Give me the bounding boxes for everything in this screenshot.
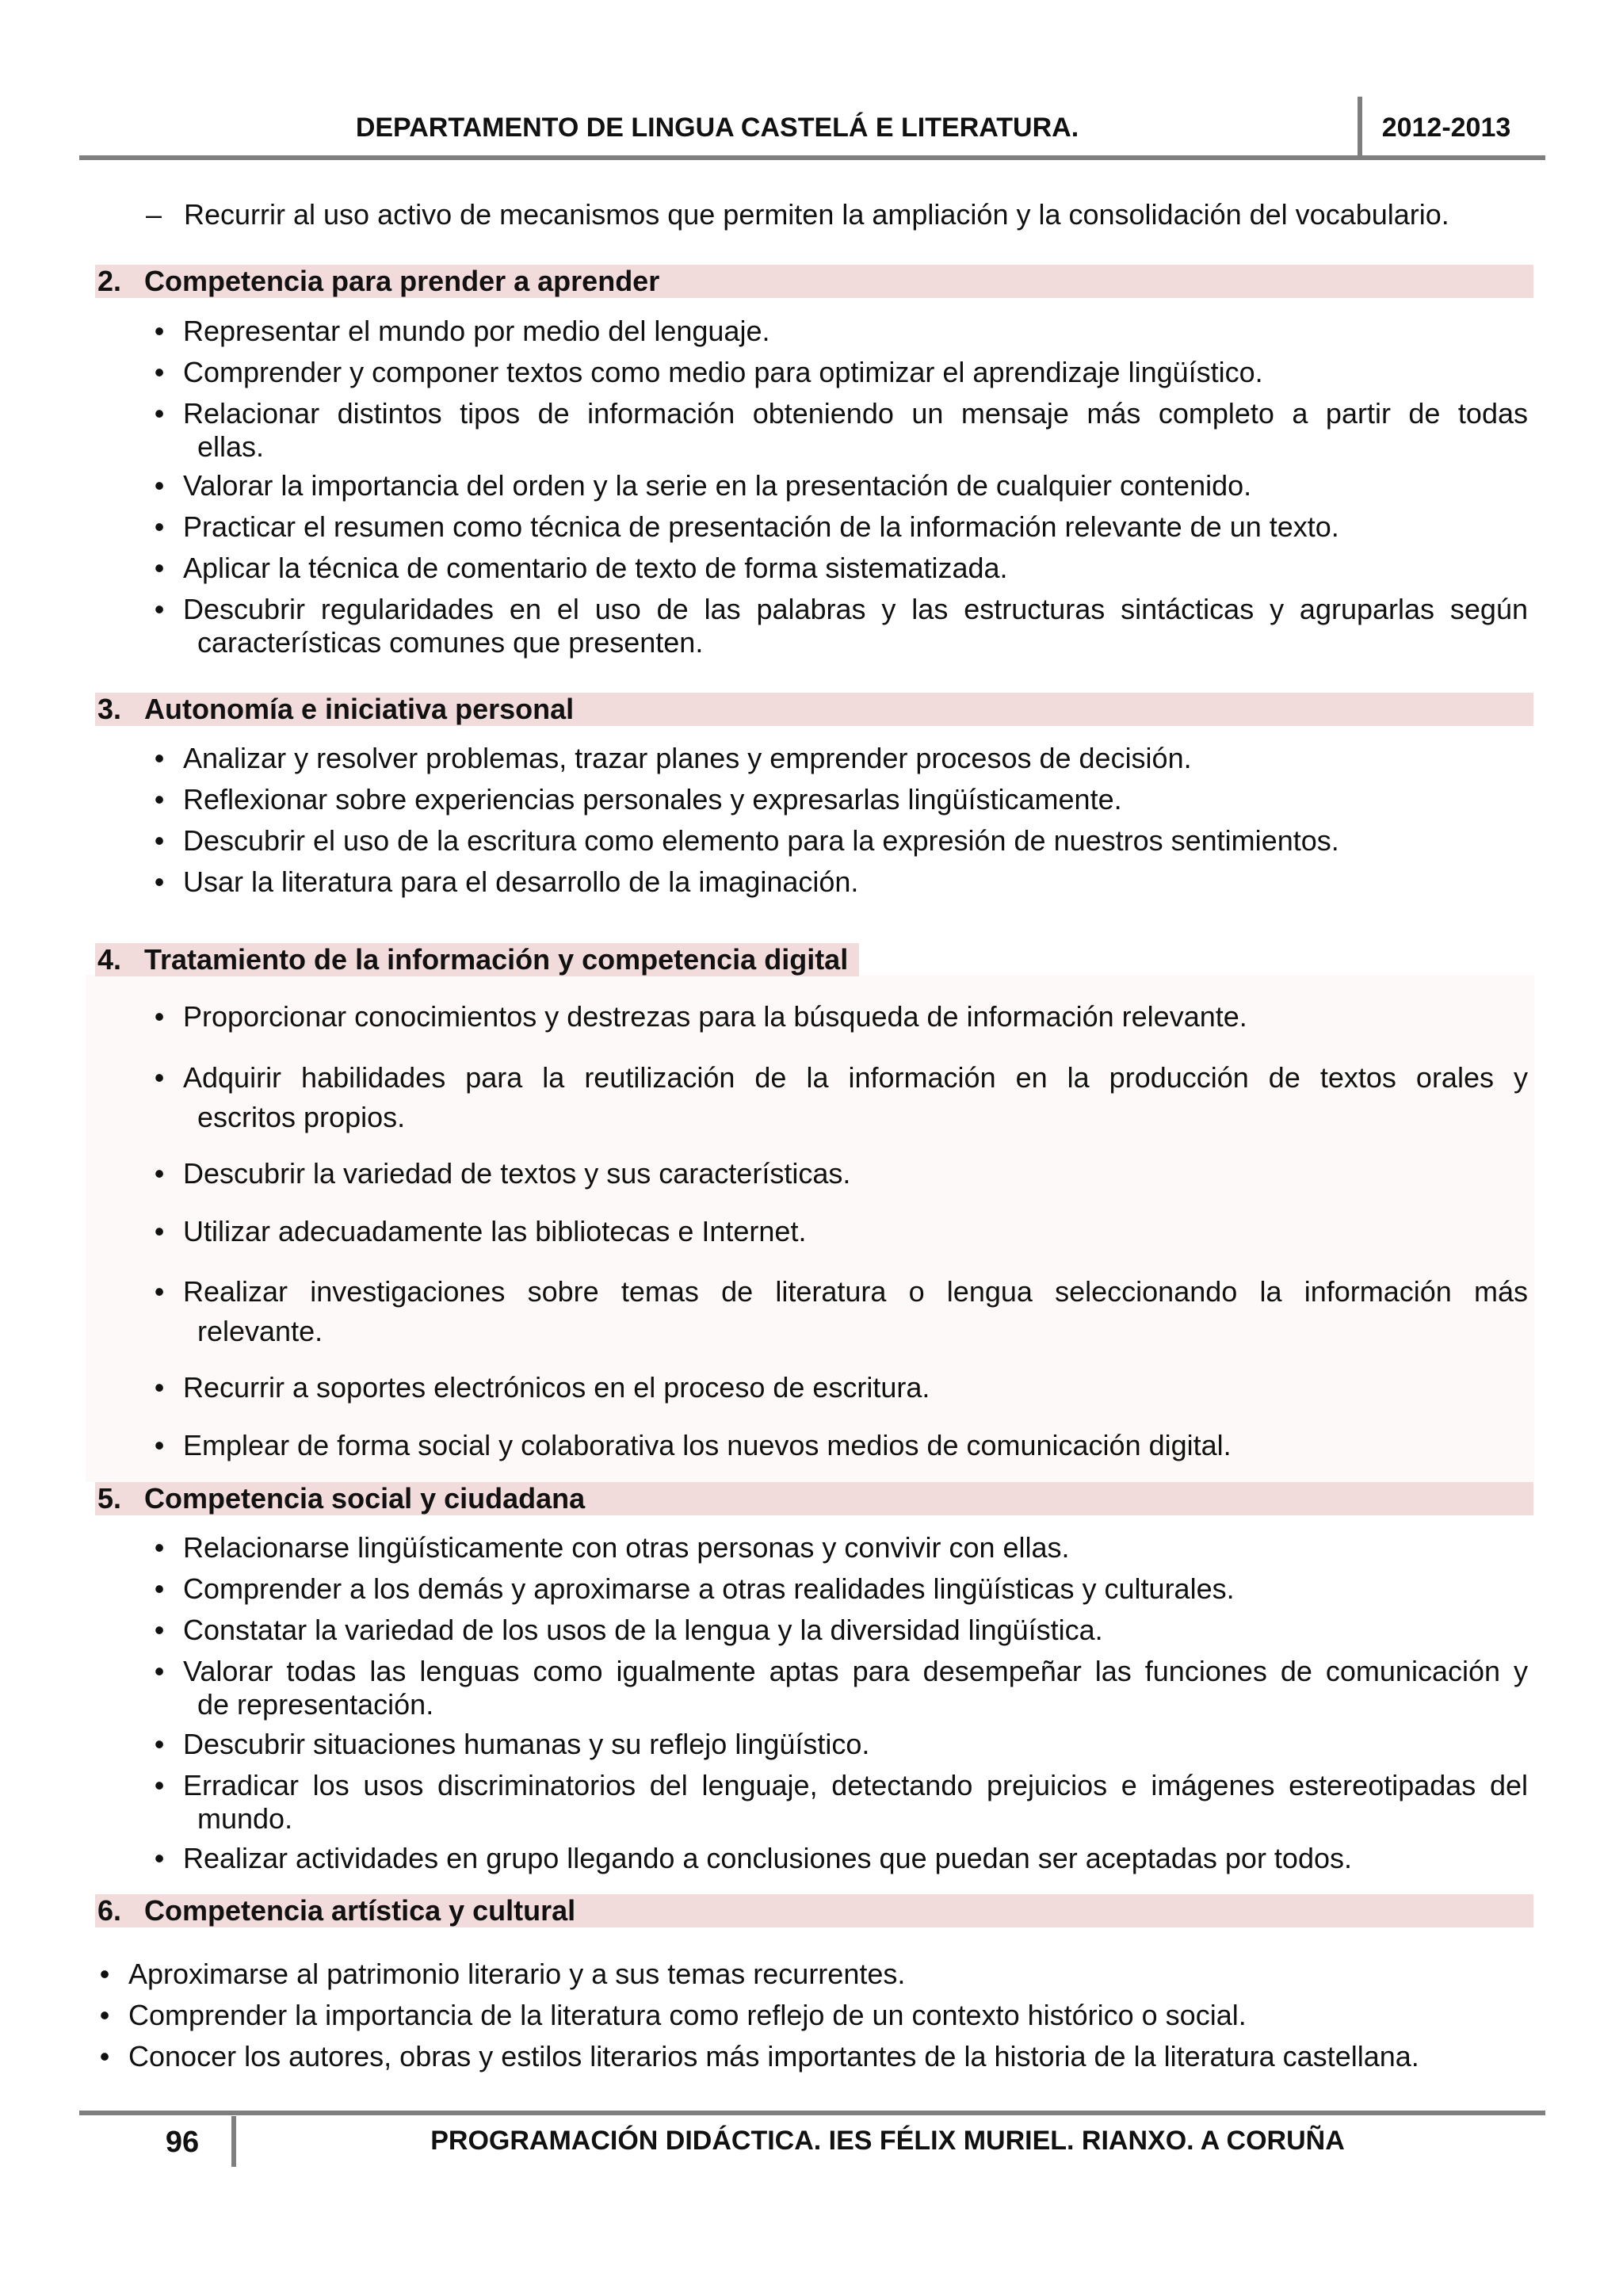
list-item: • Usar la literatura para el desarrollo de la imaginación. (145, 865, 1528, 899)
bullet-icon: • (99, 2040, 110, 2073)
bullet-icon: • (154, 1769, 165, 1801)
section-number: 5. (97, 1482, 122, 1515)
bullet-icon: • (154, 1157, 165, 1190)
header-rule (79, 155, 1545, 160)
bullet-icon: • (99, 1999, 110, 2031)
bullet-icon: • (154, 510, 165, 543)
list-item: • Constatar la variedad de los usos de la lengua y la diversidad lingüística. (145, 1614, 1528, 1647)
list-item: • Adquirir habilidades para la reutilización de la información en la producción de textos orales y escritos propios. (145, 1058, 1528, 1137)
list-item: • Conocer los autores, obras y estilos literarios más importantes de la historia de la literatura castellana. (90, 2040, 1528, 2073)
bullet-icon: • (154, 1728, 165, 1760)
bullet-icon: • (99, 1958, 110, 1990)
footer-rule (79, 2111, 1545, 2115)
section-title: Competencia social y ciudadana (144, 1482, 586, 1515)
list-item: • Aproximarse al patrimonio literario y a sus temas recurrentes. (90, 1958, 1528, 1991)
list-item: • Proporcionar conocimientos y destrezas para la búsqueda de información relevante. (145, 1000, 1528, 1033)
section-number: 2. (97, 265, 122, 297)
header-divider (1358, 97, 1362, 159)
list-item: • Emplear de forma social y colaborativa los nuevos medios de comunicación digital. (145, 1429, 1528, 1462)
bullet-icon: • (154, 1655, 165, 1687)
dash-marker: – (146, 198, 162, 231)
department-title: DEPARTAMENTO DE LINGUA CASTELÁ E LITERATURA. (355, 113, 1079, 143)
bullet-icon: • (154, 1572, 165, 1605)
bullet-icon: • (154, 1215, 165, 1247)
bullet-icon: • (154, 1371, 165, 1404)
list-item: • Representar el mundo por medio del lenguaje. (145, 315, 1528, 348)
list-item: • Relacionarse lingüísticamente con otras personas y convivir con ellas. (145, 1531, 1528, 1564)
intro-item-text: Recurrir al uso activo de mecanismos que permiten la ampliación y la consolidación del vocabulario. (184, 198, 1449, 231)
list-item: • Comprender y componer textos como medio para optimizar el aprendizaje lingüístico. (145, 356, 1528, 389)
bullet-icon: • (154, 1275, 165, 1308)
section-title: Competencia artística y cultural (144, 1894, 576, 1927)
bullet-icon: • (154, 1000, 165, 1033)
bullet-icon: • (154, 1842, 165, 1874)
bullet-icon: • (154, 469, 165, 502)
list-item: • Valorar todas las lenguas como igualmente aptas para desempeñar las funciones de comunicación y de representación. (145, 1655, 1528, 1721)
list-item: • Analizar y resolver problemas, trazar planes y emprender procesos de decisión. (145, 742, 1528, 775)
bullet-icon: • (154, 552, 165, 584)
section-number: 6. (97, 1894, 122, 1927)
bullet-icon: • (154, 1531, 165, 1564)
section-title: Autonomía e iniciativa personal (144, 693, 575, 725)
list-item: • Descubrir la variedad de textos y sus características. (145, 1157, 1528, 1190)
section-number: 4. (97, 943, 122, 976)
list-item: • Valorar la importancia del orden y la serie en la presentación de cualquier contenido. (145, 469, 1528, 502)
bullet-icon: • (154, 742, 165, 774)
list-item: • Realizar investigaciones sobre temas de literatura o lengua seleccionando la información más relevante. (145, 1272, 1528, 1351)
bullet-icon: • (154, 865, 165, 898)
list-item: • Realizar actividades en grupo llegando a conclusiones que puedan ser aceptadas por todos. (145, 1842, 1528, 1875)
bullet-icon: • (154, 356, 165, 388)
list-item: • Practicar el resumen como técnica de presentación de la información relevante de un texto. (145, 510, 1528, 544)
list-item: • Descubrir situaciones humanas y su reflejo lingüístico. (145, 1728, 1528, 1761)
bullet-icon: • (154, 397, 165, 430)
list-item: • Comprender la importancia de la literatura como reflejo de un contexto histórico o social. (90, 1999, 1528, 2032)
bullet-icon: • (154, 783, 165, 816)
bullet-icon: • (154, 1061, 165, 1094)
bullet-icon: • (154, 315, 165, 347)
bullet-icon: • (154, 824, 165, 857)
section-title: Tratamiento de la información y competencia digital (144, 943, 849, 976)
list-item: • Reflexionar sobre experiencias personales y expresarlas lingüísticamente. (145, 783, 1528, 816)
list-item: • Utilizar adecuadamente las bibliotecas e Internet. (145, 1215, 1528, 1248)
academic-year: 2012-2013 (1381, 113, 1511, 143)
footer-title: PROGRAMACIÓN DIDÁCTICA. IES FÉLIX MURIEL. RIANXO. A CORUÑA (430, 2126, 1345, 2156)
bullet-icon: • (154, 1429, 165, 1461)
page-number: 96 (165, 2126, 200, 2159)
section-title: Competencia para prender a aprender (144, 265, 660, 297)
footer-divider (231, 2116, 236, 2167)
section-number: 3. (97, 693, 122, 725)
list-item: • Descubrir regularidades en el uso de las palabras y las estructuras sintácticas y agruparlas según características comunes que presenten. (145, 593, 1528, 659)
list-item: • Descubrir el uso de la escritura como elemento para la expresión de nuestros sentimientos. (145, 824, 1528, 858)
bullet-icon: • (154, 1614, 165, 1646)
list-item: • Recurrir a soportes electrónicos en el proceso de escritura. (145, 1371, 1528, 1404)
list-item: • Aplicar la técnica de comentario de texto de forma sistematizada. (145, 552, 1528, 585)
bullet-icon: • (154, 593, 165, 625)
list-item: • Comprender a los demás y aproximarse a otras realidades lingüísticas y culturales. (145, 1572, 1528, 1606)
list-item: • Relacionar distintos tipos de información obteniendo un mensaje más completo a partir de todas ellas. (145, 397, 1528, 464)
list-item: • Erradicar los usos discriminatorios del lenguaje, detectando prejuicios e imágenes estereotipadas del mundo. (145, 1769, 1528, 1836)
